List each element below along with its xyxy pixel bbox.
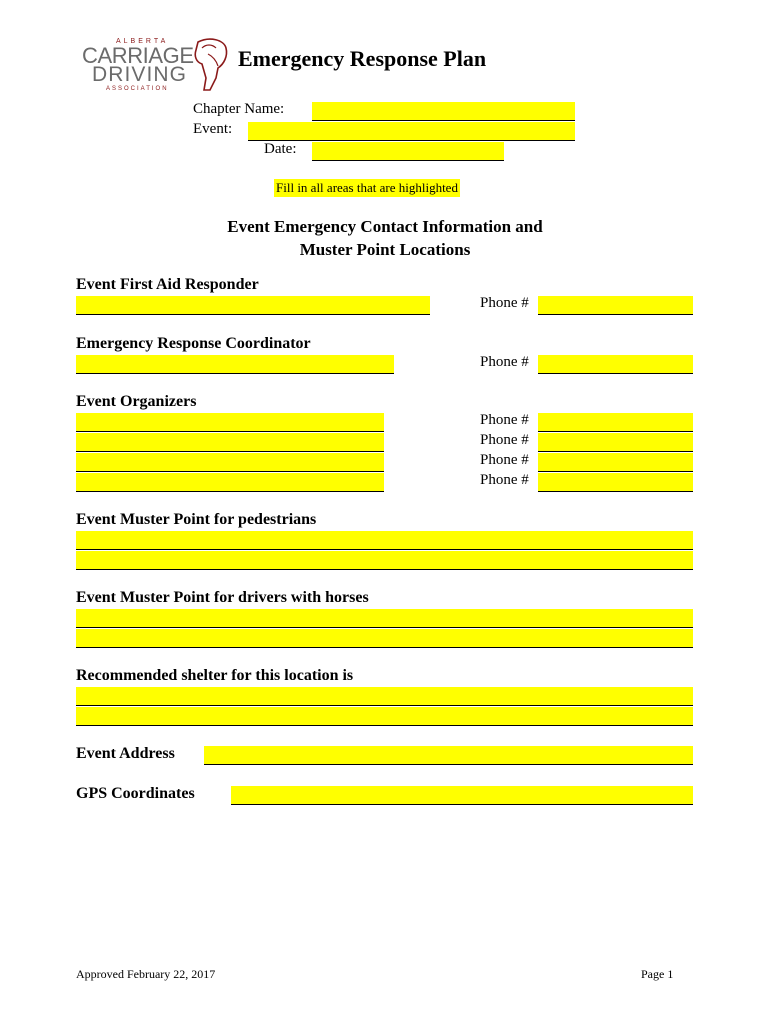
date-label: Date: [264, 141, 297, 157]
event-address-label: Event Address [76, 745, 175, 762]
organizer-phone-label-1: Phone # [480, 412, 529, 428]
event-field[interactable] [248, 122, 575, 141]
page-number: Page 1 [641, 967, 674, 981]
approval-date: Approved February 22, 2017 [76, 967, 216, 981]
organizers-label: Event Organizers [76, 393, 197, 410]
coordinator-label: Emergency Response Coordinator [76, 335, 311, 352]
organizer-phone-field-2[interactable] [538, 433, 693, 452]
instruction-note: Fill in all areas that are highlighted [276, 180, 458, 195]
organizer-name-field-2[interactable] [76, 433, 384, 452]
shelter-field-2[interactable] [76, 707, 693, 726]
first-aid-name-field[interactable] [76, 296, 430, 315]
organizer-phone-label-3: Phone # [480, 452, 529, 468]
logo-line4: ASSOCIATION [106, 86, 169, 92]
shelter-field-1[interactable] [76, 687, 693, 706]
muster-drivers-label: Event Muster Point for drivers with horses [76, 589, 369, 606]
coordinator-name-field[interactable] [76, 355, 394, 374]
logo-line3: DRIVING [92, 63, 186, 86]
muster-pedestrians-label: Event Muster Point for pedestrians [76, 511, 317, 528]
first-aid-phone-label: Phone # [480, 295, 529, 311]
page-title: Emergency Response Plan [238, 46, 487, 71]
gps-coordinates-label: GPS Coordinates [76, 785, 195, 802]
logo-line1: ALBERTA [116, 38, 169, 45]
muster-drivers-field-2[interactable] [76, 629, 693, 648]
first-aid-phone-field[interactable] [538, 296, 693, 315]
chapter-name-field[interactable] [312, 102, 575, 121]
organizer-phone-field-1[interactable] [538, 413, 693, 432]
shelter-label: Recommended shelter for this location is [76, 667, 354, 684]
event-label: Event: [193, 121, 233, 137]
muster-pedestrians-field-2[interactable] [76, 551, 693, 570]
association-logo [78, 34, 238, 94]
gps-coordinates-field[interactable] [231, 786, 693, 805]
muster-pedestrians-field-1[interactable] [76, 531, 693, 550]
chapter-name-label: Chapter Name: [193, 101, 285, 117]
organizer-name-field-1[interactable] [76, 413, 384, 432]
coordinator-phone-label: Phone # [480, 354, 529, 370]
organizer-phone-label-2: Phone # [480, 432, 529, 448]
organizer-phone-label-4: Phone # [480, 472, 529, 488]
organizer-name-field-4[interactable] [76, 473, 384, 492]
logo-line2: CARRIAGE [82, 43, 194, 68]
organizer-phone-field-3[interactable] [538, 453, 693, 472]
first-aid-label: Event First Aid Responder [76, 276, 259, 293]
muster-drivers-field-1[interactable] [76, 609, 693, 628]
section-heading-line2: Muster Point Locations [299, 240, 471, 259]
horse-head-icon [78, 34, 238, 94]
coordinator-phone-field[interactable] [538, 355, 693, 374]
section-heading-line1: Event Emergency Contact Information and [227, 217, 543, 236]
organizer-phone-field-4[interactable] [538, 473, 693, 492]
organizer-name-field-3[interactable] [76, 453, 384, 472]
event-address-field[interactable] [204, 746, 693, 765]
date-field[interactable] [312, 142, 504, 161]
